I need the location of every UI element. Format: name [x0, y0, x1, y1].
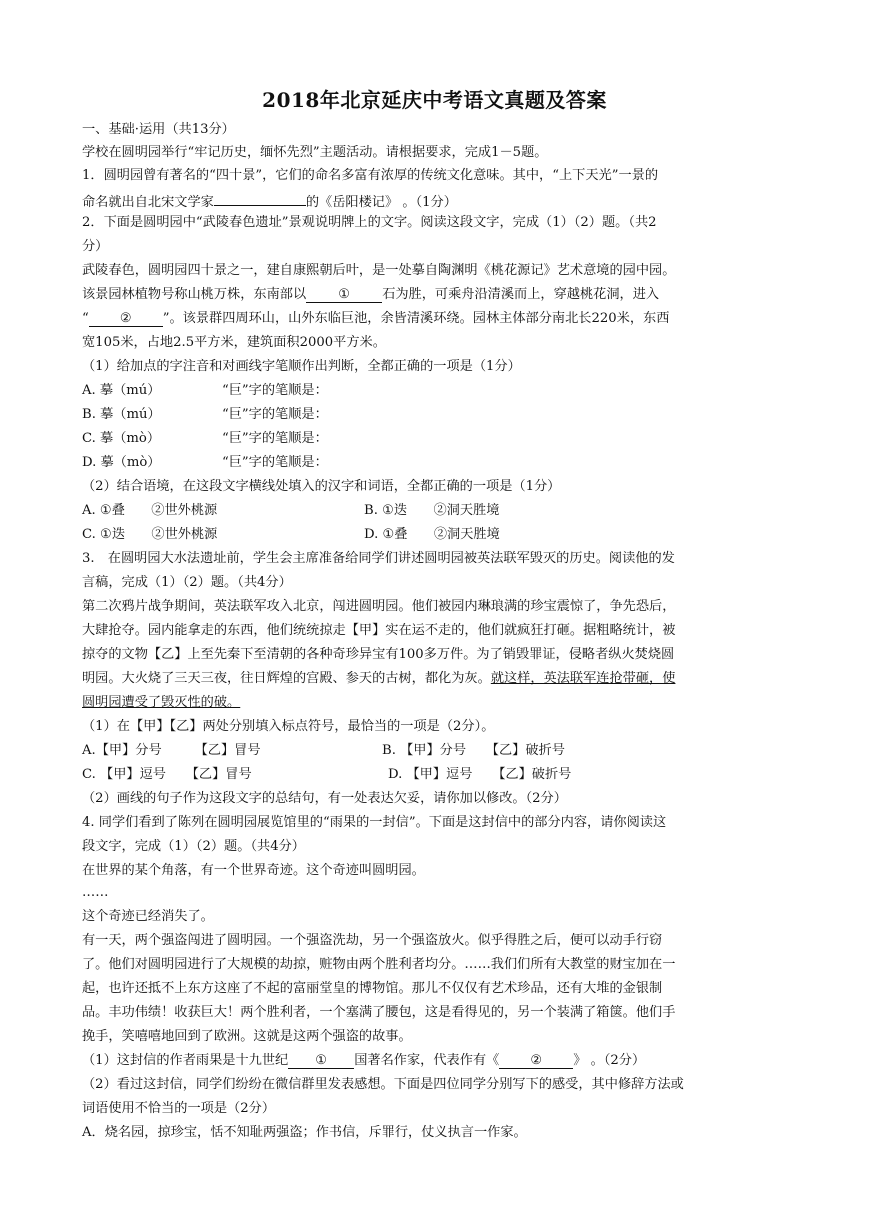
- q3-passage-4: 明园。大火烧了三天三夜，往日辉煌的宫殿、参天的古树，都化为灰。就这样，英法联军连抢带砸，使: [82, 671, 676, 686]
- q2-sub2: （2）结合语境，在这段文字横线处填入的汉字和词语，全都正确的一项是（1分）: [82, 479, 561, 494]
- option-d: D. 摹（mò）: [82, 455, 161, 470]
- q4-passage-6: 品。丰功伟绩！收获巨大！两个胜利者，一个塞满了腰包，这是看得见的，另一个装满了箱箧。他们手: [82, 1005, 676, 1020]
- blank-1: ①: [306, 287, 382, 303]
- blank-2: ②: [499, 1053, 573, 1069]
- q2-passage-2: 该景园林植物号称山桃万株，东南部以 ① 石为胜，可乘舟沿清溪而上，穿越桃花洞，进入: [82, 287, 660, 302]
- q3-passage-2: 大肆抢夺。园内能拿走的东西，他们统统掠走【甲】实在运不走的，他们就疯狂打砸。据粗略统计，被: [82, 623, 676, 638]
- q1-line2: 命名就出自北宋文学家 的《岳阳楼记》 。（1分）: [82, 190, 457, 212]
- q1-line1: 1．圆明园曾有著名的“四十景”，它们的命名多富有浓厚的传统文化意味。其中，“上下天光”一景的: [82, 168, 659, 183]
- q4-passage-2: 这个奇迹已经消失了。: [82, 909, 214, 924]
- q3-line2: 言稿，完成（1）（2）题。（共4分）: [82, 575, 292, 590]
- option-a-stroke: “巨”字的笔顺是：: [222, 383, 328, 398]
- option-a: A．烧名园，掠珍宝，恬不知耻两强盗；作书信，斥罪行，仗义执言一作家。: [82, 1125, 527, 1140]
- option-b: B. 【甲】分号 【乙】破折号: [382, 743, 565, 758]
- q2-line2: 分）: [82, 239, 109, 254]
- q4-line2: 段文字，完成（1）（2）题。（共4分）: [82, 839, 305, 854]
- q4-passage-7: 挽手，笑嘻嘻地回到了欧洲。这就是这两个强盗的故事。: [82, 1029, 412, 1044]
- option-b-stroke: “巨”字的笔顺是：: [222, 407, 328, 422]
- option-a: A.【甲】分号 【乙】冒号: [82, 743, 261, 758]
- q2-passage-3: “ ② ”。该景群四周环山，山外东临巨池，余皆清溪环绕。园林主体部分南北长220米，东西: [82, 311, 670, 326]
- q4-passage-3: 有一天，两个强盗闯进了圆明园。一个强盗洗劫，另一个强盗放火。似乎得胜之后，便可以动手行窃: [82, 933, 663, 948]
- q2-passage-4: 宽105米，占地2.5平方米，建筑面积2000平方米。: [82, 335, 386, 350]
- blank-2: ②: [89, 311, 163, 327]
- option-c: C. 【甲】逗号 【乙】冒号: [82, 767, 252, 782]
- option-c: C. ①迭 ②世外桃源: [82, 527, 218, 542]
- option-b: B. 摹（mú）: [82, 407, 161, 422]
- q4-line1: 4. 同学们看到了陈列在圆明园展览馆里的“雨果的一封信”。下面是这封信中的部分内容，请你阅读这: [82, 815, 667, 830]
- q2-line1: 2．下面是圆明园中“武陵春色遗址”景观说明牌上的文字。阅读这段文字，完成（1）（2）题。（共2: [82, 215, 657, 230]
- q3-sub2: （2）画线的句子作为这段文字的总结句，有一处表达欠妥，请你加以修改。（2分）: [82, 791, 567, 806]
- option-a: A. 摹（mú）: [82, 383, 161, 398]
- q3-sub1: （1）在【甲】【乙】两处分别填入标点符号，最恰当的一项是（2分）。: [82, 719, 495, 734]
- option-a: A. ①叠 ②世外桃源: [82, 503, 218, 518]
- q2-passage-1: 武陵春色，圆明园四十景之一，建自康熙朝后叶，是一处摹自陶渊明《桃花源记》艺术意境的园中园。: [82, 263, 676, 278]
- q3-passage-5: 圆明园遭受了毁灭性的破。: [82, 695, 241, 710]
- q4-passage-4: 了。他们对圆明园进行了大规模的劫掠，赃物由两个胜利者均分。……我们们所有大教堂的财宝加在一: [82, 957, 676, 972]
- q4-passage-5: 起，也许还抵不上东方这座了不起的富丽堂皇的博物馆。那儿不仅仅有艺术珍品，还有大堆的金银制: [82, 981, 663, 996]
- q4-sub2-line1: （2）看过这封信，同学们纷纷在微信群里发表感想。下面是四位同学分别写下的感受，其中修辞方法或: [82, 1077, 684, 1092]
- section-heading: 一、基础·运用（共13分）: [82, 122, 235, 137]
- q3-passage-1: 第二次鸦片战争期间，英法联军攻入北京，闯进圆明园。他们被园内琳琅满的珍宝震惊了，争先恐后，: [82, 599, 676, 614]
- q4-sub2-line2: 词语使用不恰当的一项是（2分）: [82, 1101, 276, 1116]
- ellipsis: ……: [82, 885, 109, 900]
- option-b: B. ①迭 ②洞天胜境: [364, 503, 500, 518]
- q4-sub1: （1）这封信的作者雨果是十九世纪 ① 国著名作家，代表作有《 ② 》 。（2分）: [82, 1053, 646, 1068]
- blank-1: ①: [288, 1053, 354, 1069]
- option-c: C. 摹（mò）: [82, 431, 161, 446]
- underlined-sentence: 就这样，英法联军连抢带砸，使: [490, 671, 676, 686]
- page-title: 2018年北京延庆中考语文真题及答案: [262, 88, 607, 112]
- q3-passage-3: 掠夺的文物【乙】上至先秦下至清朝的各种奇珍异宝有100多万件。为了销毁罪证，侵略者纵火焚烧圆: [82, 647, 675, 662]
- q3-line1: 3. 在圆明园大水法遗址前，学生会主席准备给同学们讲述圆明园被英法联军毁灭的历史。阅读他的发: [82, 551, 675, 566]
- option-c-stroke: “巨”字的笔顺是：: [222, 431, 328, 446]
- option-d: D. ①叠 ②洞天胜境: [364, 527, 500, 542]
- q2-sub1: （1）给加点的字注音和对画线字笔顺作出判断，全都正确的一项是（1分）: [82, 359, 521, 374]
- q4-passage-1: 在世界的某个角落，有一个世界奇迹。这个奇迹叫圆明园。: [82, 863, 425, 878]
- intro-text: 学校在圆明园举行“牢记历史，缅怀先烈”主题活动。请根据要求，完成1－5题。: [82, 145, 548, 160]
- answer-blank: [214, 190, 306, 206]
- option-d-stroke: “巨”字的笔顺是：: [222, 455, 328, 470]
- option-d: D. 【甲】逗号 【乙】破折号: [388, 767, 572, 782]
